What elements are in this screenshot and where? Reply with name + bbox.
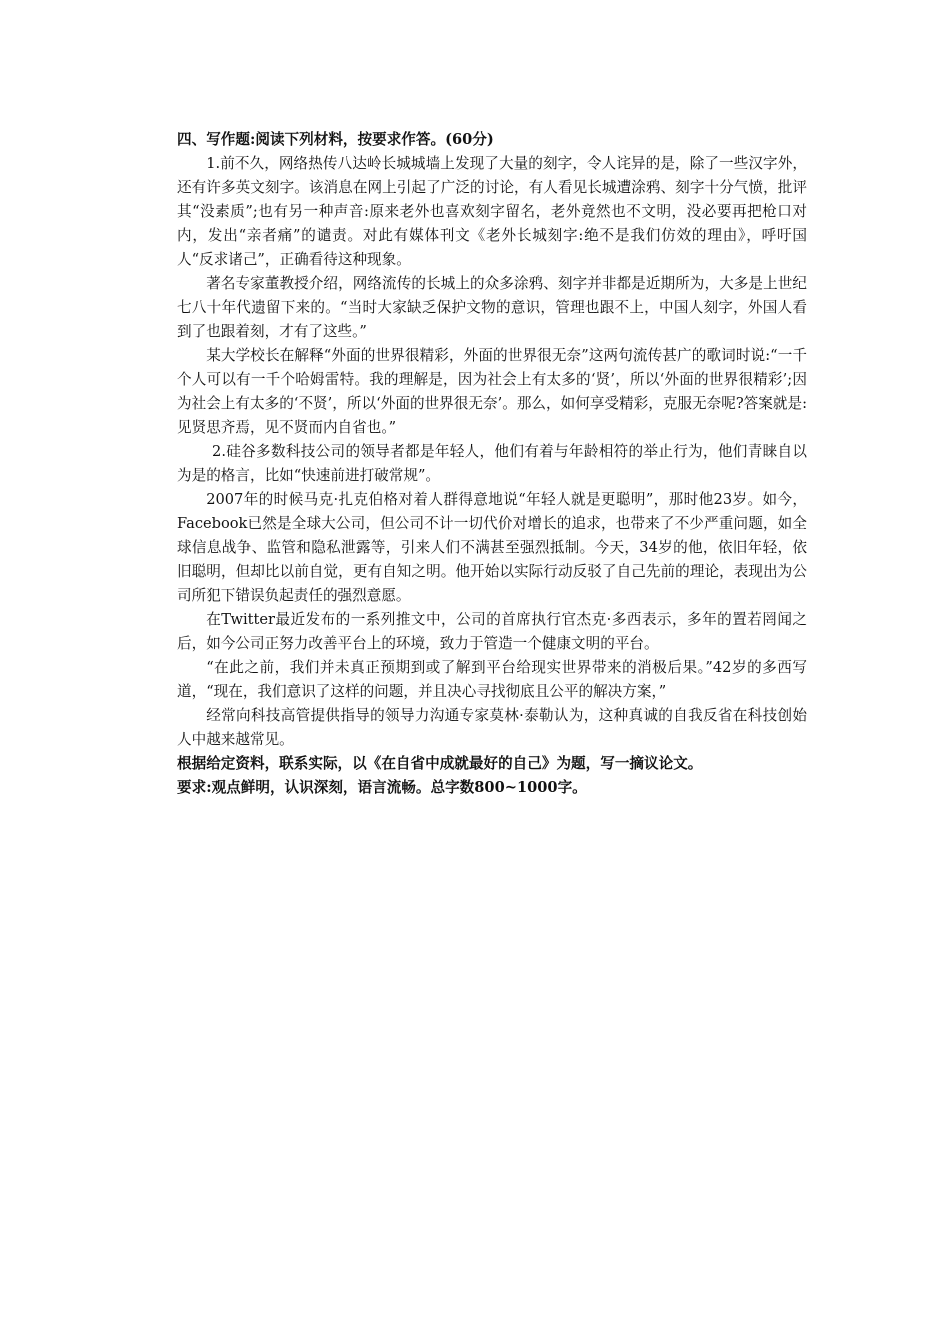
section-heading: 四、写作题:阅读下列材料，按要求作答。(60分) — [177, 131, 494, 148]
document-body — [177, 128, 807, 800]
material-paragraph-4: 2.硅谷多数科技公司的领导者都是年轻人，他们有着与年龄相符的举止行为，他们青睐自以为是的格言，比如“快速前进打破常规”。 — [177, 443, 807, 484]
material-paragraph-7: “在此之前，我们并未真正预期到或了解到平台给现实世界带来的消极后果。”42岁的多西写道，“现在，我们意识了这样的问题，并且决心寻找彻底且公平的解决方案，” — [177, 659, 807, 700]
material-paragraph-1: 1.前不久，网络热传八达岭长城城墙上发现了大量的刻字，令人诧异的是，除了一些汉字外，还有许多英文刻字。该消息在网上引起了广泛的讨论，有人看见长城遭涂鸦、刻字十分气愤，批评其“没素质”;也有另一种声音:原来老外也喜欢刻字留名，老外竟然也不文明，没必要再把枪口对内，发出“亲者痛”的谴责。对此有媒体刊文《老外长城刻字:绝不是我们仿效的理由》，呼吁国人“反求诸己”，正确看待这种现象。 — [177, 155, 807, 268]
material-paragraph-3: 某大学校长在解释“外面的世界很精彩，外面的世界很无奈”这两句流传甚广的歌词时说:“一千个人可以有一千个哈姆雷特。我的理解是，因为社会上有太多的‘贤’，所以‘外面的世界很精彩’;因为社会上有太多的‘不贤’，所以‘外面的世界很无奈’。那么，如何享受精彩，克服无奈呢?答案就是:见贤思齐焉，见不贤而内自省也。” — [177, 347, 807, 436]
material-paragraph-8: 经常向科技高管提供指导的领导力沟通专家莫林·泰勒认为，这种真诚的自我反省在科技创始人中越来越常见。 — [177, 707, 807, 748]
material-paragraph-6: 在Twitter最近发布的一系列推文中，公司的首席执行官杰克·多西表示，多年的置若罔闻之后，如今公司正努力改善平台上的环境，致力于管造一个健康文明的平台。 — [177, 611, 807, 652]
writing-requirement: 要求:观点鲜明，认识深刻，语言流畅。总字数800~1000字。 — [177, 779, 587, 796]
material-paragraph-5: 2007年的时候马克·扎克伯格对着人群得意地说“年轻人就是更聪明”，那时他23岁。如今，Facebook已然是全球大公司，但公司不计一切代价对增长的追求，也带来了不少严重问题，如全球信息战争、监管和隐私泄露等，引来人们不满甚至强烈抵制。今天，34岁的他，依旧年轻，依旧聪明，但却比以前自觉，更有自知之明。他开始以实际行动反驳了自己先前的理论，表现出为公司所犯下错误负起责任的强烈意愿。 — [177, 491, 807, 604]
writing-instruction: 根据给定资料，联系实际，以《在自省中成就最好的自己》为题，写一摘议论文。 — [177, 755, 703, 772]
material-paragraph-2: 著名专家董教授介绍，网络流传的长城上的众多涂鸦、刻字并非都是近期所为，大多是上世纪七八十年代遗留下来的。“当时大家缺乏保护文物的意识，管理也跟不上，中国人刻字，外国人看到了也跟着刻，才有了这些。” — [177, 275, 807, 340]
